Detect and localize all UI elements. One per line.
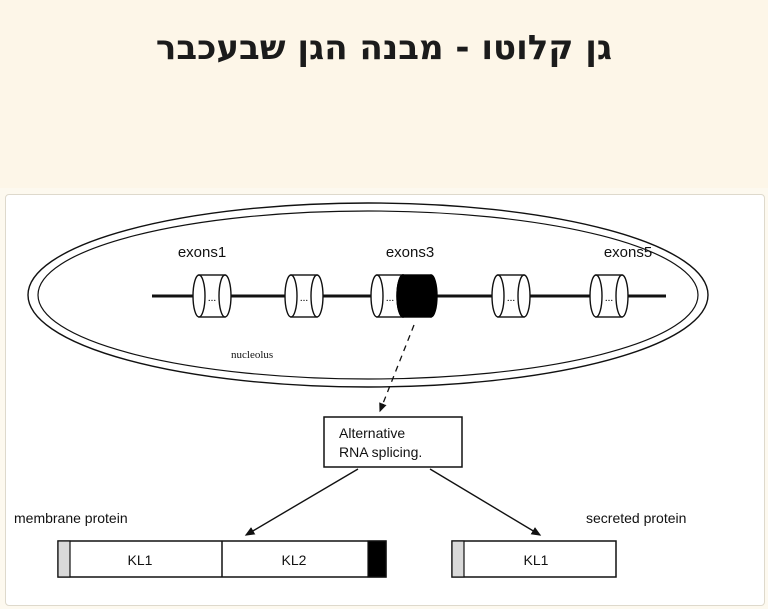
exon-cylinder-4 bbox=[492, 275, 530, 317]
splicing-box-line2: RNA splicing. bbox=[339, 444, 423, 460]
alternative-splicing-box bbox=[324, 417, 462, 467]
secreted-protein-segment-kl1: KL1 bbox=[523, 552, 549, 568]
exon-mark-5: ... bbox=[604, 292, 614, 304]
exon-mark-1: ... bbox=[207, 292, 217, 304]
exon-mark-2: ... bbox=[299, 292, 309, 304]
title-band bbox=[0, 0, 768, 188]
exon-mark-4: ... bbox=[506, 292, 516, 304]
membrane-protein-bar bbox=[58, 541, 386, 577]
exon-cylinder-2 bbox=[285, 275, 323, 317]
arrow-to-membrane-protein bbox=[246, 469, 358, 535]
secreted-protein-bar bbox=[452, 541, 616, 577]
figure-panel bbox=[5, 194, 765, 606]
exon-cylinder-1 bbox=[193, 275, 231, 317]
membrane-protein-segment-kl2: KL2 bbox=[281, 552, 307, 568]
membrane-protein-segment-kl1: KL1 bbox=[127, 552, 153, 568]
gene-structure-diagram bbox=[6, 195, 764, 605]
membrane-protein-caption: membrane protein bbox=[14, 510, 128, 526]
arrow-to-secreted-protein bbox=[430, 469, 540, 535]
splicing-dashed-arrow bbox=[380, 325, 414, 411]
exon-cylinder-5 bbox=[590, 275, 628, 317]
page-title: גן קלוטו - מבנה הגן שבעכבר bbox=[155, 28, 613, 68]
exon-label-1: exons1 bbox=[177, 244, 227, 261]
exon-mark-3: ... bbox=[385, 292, 395, 304]
secreted-protein-caption: secreted protein bbox=[586, 510, 687, 526]
exon-label-3: exons3 bbox=[385, 244, 435, 261]
alternative-exon-highlight bbox=[397, 275, 437, 317]
splicing-box-line1: Alternative bbox=[339, 425, 406, 441]
nucleolus-label: nucleolus bbox=[231, 349, 274, 361]
exon-label-5: exons5 bbox=[603, 244, 653, 261]
